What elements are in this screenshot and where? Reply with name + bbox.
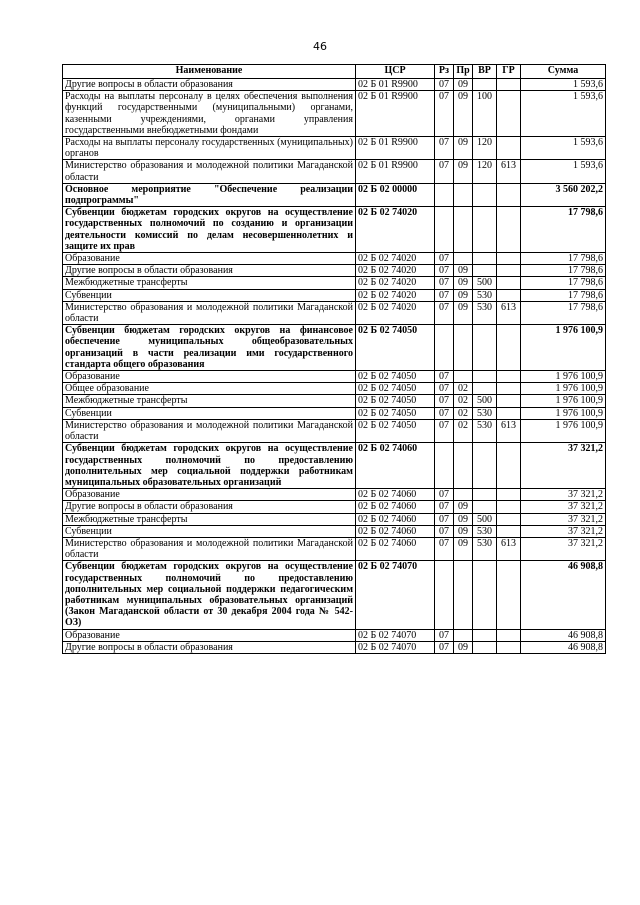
row-vr: 500: [473, 277, 497, 289]
row-gr: [497, 489, 521, 501]
row-pr: [454, 443, 473, 489]
header-gr: ГР: [497, 65, 521, 79]
table-row: [63, 325, 606, 371]
header-name: Наименование: [63, 65, 356, 79]
row-sum: 37 321,2: [521, 525, 606, 537]
row-gr: [497, 91, 521, 137]
row-pr: [454, 489, 473, 501]
row-rz: 07: [435, 525, 454, 537]
row-sum: 1 593,6: [521, 160, 606, 183]
row-rz: [435, 561, 454, 629]
row-gr: [497, 395, 521, 407]
row-name: Образование: [63, 253, 356, 265]
header-rz: Рз: [435, 65, 454, 79]
row-vr: [473, 383, 497, 395]
table-header-row: [63, 65, 606, 79]
row-vr: 100: [473, 91, 497, 137]
row-rz: [435, 207, 454, 253]
row-gr: [497, 629, 521, 641]
row-gr: [497, 137, 521, 160]
row-pr: [454, 325, 473, 371]
row-csr: 02 Б 02 74050: [356, 325, 435, 371]
row-rz: 07: [435, 371, 454, 383]
row-sum: 17 798,6: [521, 301, 606, 324]
row-sum: 17 798,6: [521, 265, 606, 277]
row-name: Министерство образования и молодежной политики Магаданской области: [63, 537, 356, 560]
row-sum: 1 976 100,9: [521, 325, 606, 371]
table-row: [63, 160, 606, 183]
table-row: [63, 91, 606, 137]
row-rz: 07: [435, 289, 454, 301]
row-name: Министерство образования и молодежной политики Магаданской области: [63, 419, 356, 442]
row-sum: 17 798,6: [521, 253, 606, 265]
row-rz: 07: [435, 537, 454, 560]
row-pr: 09: [454, 501, 473, 513]
row-vr: [473, 183, 497, 206]
row-rz: 07: [435, 629, 454, 641]
row-sum: 37 321,2: [521, 513, 606, 525]
row-vr: [473, 561, 497, 629]
row-vr: 500: [473, 395, 497, 407]
table-row: [63, 265, 606, 277]
row-sum: 1 976 100,9: [521, 419, 606, 442]
table-row: [63, 383, 606, 395]
table-row: [63, 501, 606, 513]
row-pr: [454, 561, 473, 629]
row-rz: 07: [435, 407, 454, 419]
row-csr: 02 Б 02 00000: [356, 183, 435, 206]
row-csr: 02 Б 02 74050: [356, 407, 435, 419]
row-name: Образование: [63, 629, 356, 641]
row-vr: [473, 253, 497, 265]
row-rz: 07: [435, 489, 454, 501]
row-gr: 613: [497, 419, 521, 442]
row-pr: 09: [454, 137, 473, 160]
row-name: Субвенции бюджетам городских округов на осуществление государственных полномочий по предоставлению дополнительных мер социальной поддержки работникам муниципальных образовательных организаций: [63, 443, 356, 489]
row-name: Образование: [63, 371, 356, 383]
table-row: [63, 525, 606, 537]
row-sum: 1 593,6: [521, 137, 606, 160]
row-csr: 02 Б 01 R9900: [356, 160, 435, 183]
row-sum: 17 798,6: [521, 277, 606, 289]
header-csr: ЦСР: [356, 65, 435, 79]
budget-table: [62, 64, 606, 654]
row-vr: [473, 501, 497, 513]
row-csr: 02 Б 02 74060: [356, 513, 435, 525]
row-gr: [497, 371, 521, 383]
row-sum: 1 976 100,9: [521, 395, 606, 407]
table-row: [63, 79, 606, 91]
row-rz: 07: [435, 160, 454, 183]
row-csr: 02 Б 02 74020: [356, 277, 435, 289]
row-sum: 37 321,2: [521, 501, 606, 513]
row-vr: [473, 207, 497, 253]
row-gr: [497, 561, 521, 629]
row-pr: 09: [454, 91, 473, 137]
row-sum: 46 908,8: [521, 629, 606, 641]
row-rz: 07: [435, 277, 454, 289]
row-gr: [497, 289, 521, 301]
row-csr: 02 Б 01 R9900: [356, 91, 435, 137]
page-number: 46: [313, 40, 327, 53]
header-sum: Сумма: [521, 65, 606, 79]
table-row: [63, 561, 606, 629]
row-vr: [473, 641, 497, 653]
row-vr: [473, 325, 497, 371]
row-pr: 09: [454, 301, 473, 324]
row-rz: 07: [435, 265, 454, 277]
row-pr: 09: [454, 79, 473, 91]
row-sum: 17 798,6: [521, 289, 606, 301]
row-name: Межбюджетные трансферты: [63, 395, 356, 407]
row-rz: 07: [435, 253, 454, 265]
row-name: Расходы на выплаты персоналу государственных (муниципальных) органов: [63, 137, 356, 160]
row-vr: [473, 79, 497, 91]
row-rz: 07: [435, 91, 454, 137]
row-pr: 09: [454, 265, 473, 277]
row-csr: 02 Б 02 74050: [356, 419, 435, 442]
row-name: Общее образование: [63, 383, 356, 395]
row-vr: 500: [473, 513, 497, 525]
row-csr: 02 Б 02 74050: [356, 383, 435, 395]
row-pr: 09: [454, 277, 473, 289]
row-gr: 613: [497, 537, 521, 560]
row-vr: [473, 443, 497, 489]
table-row: [63, 641, 606, 653]
row-csr: 02 Б 02 74070: [356, 561, 435, 629]
row-csr: 02 Б 02 74070: [356, 641, 435, 653]
row-name: Другие вопросы в области образования: [63, 265, 356, 277]
row-vr: 120: [473, 137, 497, 160]
row-rz: 07: [435, 513, 454, 525]
row-sum: 3 560 202,2: [521, 183, 606, 206]
row-gr: [497, 253, 521, 265]
header-vr: ВР: [473, 65, 497, 79]
row-rz: 07: [435, 419, 454, 442]
row-csr: 02 Б 02 74020: [356, 265, 435, 277]
table-row: [63, 443, 606, 489]
row-pr: 02: [454, 419, 473, 442]
table-row: [63, 407, 606, 419]
table-row: [63, 289, 606, 301]
row-gr: [497, 383, 521, 395]
table-row: [63, 395, 606, 407]
row-sum: 37 321,2: [521, 443, 606, 489]
row-rz: 07: [435, 641, 454, 653]
row-name: Межбюджетные трансферты: [63, 513, 356, 525]
row-rz: [435, 183, 454, 206]
row-pr: 02: [454, 383, 473, 395]
table-row: [63, 513, 606, 525]
row-vr: [473, 265, 497, 277]
row-pr: 09: [454, 537, 473, 560]
row-rz: 07: [435, 79, 454, 91]
row-gr: [497, 325, 521, 371]
row-csr: 02 Б 02 74050: [356, 371, 435, 383]
row-csr: 02 Б 02 74020: [356, 253, 435, 265]
row-rz: 07: [435, 383, 454, 395]
row-vr: 120: [473, 160, 497, 183]
row-vr: 530: [473, 301, 497, 324]
header-pr: Пр: [454, 65, 473, 79]
row-rz: [435, 325, 454, 371]
row-pr: 09: [454, 289, 473, 301]
table-row: [63, 277, 606, 289]
table-row: [63, 629, 606, 641]
row-csr: 02 Б 02 74060: [356, 525, 435, 537]
row-pr: [454, 183, 473, 206]
row-sum: 37 321,2: [521, 537, 606, 560]
row-rz: 07: [435, 137, 454, 160]
row-name: Субвенции: [63, 289, 356, 301]
table-row: [63, 489, 606, 501]
row-csr: 02 Б 02 74060: [356, 501, 435, 513]
table-row: [63, 183, 606, 206]
row-csr: 02 Б 02 74020: [356, 301, 435, 324]
row-rz: 07: [435, 301, 454, 324]
row-rz: [435, 443, 454, 489]
row-name: Другие вопросы в области образования: [63, 641, 356, 653]
row-sum: 1 976 100,9: [521, 371, 606, 383]
row-name: Субвенции бюджетам городских округов на осуществление государственных полномочий по предоставлению дополнительных мер социальной поддержки педагогическим работникам муниципальных образовательных организаций (Закон Магаданской области от 30 декабря 2004 года № 542-ОЗ): [63, 561, 356, 629]
row-sum: 37 321,2: [521, 489, 606, 501]
row-pr: [454, 253, 473, 265]
row-csr: 02 Б 01 R9900: [356, 137, 435, 160]
row-name: Субвенции: [63, 525, 356, 537]
row-name: Субвенции: [63, 407, 356, 419]
row-csr: 02 Б 02 74050: [356, 395, 435, 407]
row-name: Министерство образования и молодежной политики Магаданской области: [63, 301, 356, 324]
row-csr: 02 Б 02 74070: [356, 629, 435, 641]
row-gr: [497, 265, 521, 277]
row-sum: 1 593,6: [521, 79, 606, 91]
table-row: [63, 537, 606, 560]
row-rz: 07: [435, 395, 454, 407]
row-pr: 02: [454, 407, 473, 419]
row-sum: 1 593,6: [521, 91, 606, 137]
row-vr: 530: [473, 419, 497, 442]
row-pr: 09: [454, 513, 473, 525]
row-vr: [473, 371, 497, 383]
row-sum: 1 976 100,9: [521, 383, 606, 395]
row-gr: [497, 443, 521, 489]
row-csr: 02 Б 02 74060: [356, 489, 435, 501]
row-vr: 530: [473, 407, 497, 419]
row-gr: [497, 79, 521, 91]
table-row: [63, 207, 606, 253]
row-vr: [473, 629, 497, 641]
row-csr: 02 Б 02 74060: [356, 443, 435, 489]
row-csr: 02 Б 02 74020: [356, 289, 435, 301]
row-name: Основное мероприятие "Обеспечение реализации подпрограммы": [63, 183, 356, 206]
row-pr: [454, 629, 473, 641]
row-name: Министерство образования и молодежной политики Магаданской области: [63, 160, 356, 183]
row-vr: 530: [473, 289, 497, 301]
row-pr: 09: [454, 525, 473, 537]
row-csr: 02 Б 02 74020: [356, 207, 435, 253]
row-name: Субвенции бюджетам городских округов на осуществление государственных полномочий по созданию и организации деятельности комиссий по делам несовершеннолетних и защите их прав: [63, 207, 356, 253]
row-sum: 46 908,8: [521, 561, 606, 629]
row-name: Расходы на выплаты персоналу в целях обеспечения выполнения функций государственными (муниципальными) органами, казенными учреждениями, органами управления государственными внебюджетными фондами: [63, 91, 356, 137]
table-row: [63, 253, 606, 265]
row-pr: 09: [454, 160, 473, 183]
row-gr: [497, 501, 521, 513]
row-gr: [497, 407, 521, 419]
table-row: [63, 137, 606, 160]
row-gr: 613: [497, 301, 521, 324]
row-sum: 1 976 100,9: [521, 407, 606, 419]
row-vr: 530: [473, 525, 497, 537]
table-row: [63, 419, 606, 442]
row-gr: 613: [497, 160, 521, 183]
row-gr: [497, 513, 521, 525]
row-name: Другие вопросы в области образования: [63, 79, 356, 91]
row-vr: [473, 489, 497, 501]
table-row: [63, 371, 606, 383]
row-gr: [497, 277, 521, 289]
row-gr: [497, 525, 521, 537]
row-name: Другие вопросы в области образования: [63, 501, 356, 513]
row-name: Образование: [63, 489, 356, 501]
row-sum: 46 908,8: [521, 641, 606, 653]
row-csr: 02 Б 01 R9900: [356, 79, 435, 91]
row-sum: 17 798,6: [521, 207, 606, 253]
table-body: [63, 79, 606, 654]
row-pr: 02: [454, 395, 473, 407]
row-name: Субвенции бюджетам городских округов на финансовое обеспечение муниципальных общеобразовательных организаций в части реализации ими государственного стандарта общего образования: [63, 325, 356, 371]
row-vr: 530: [473, 537, 497, 560]
table-row: [63, 301, 606, 324]
row-gr: [497, 641, 521, 653]
row-gr: [497, 183, 521, 206]
row-rz: 07: [435, 501, 454, 513]
row-csr: 02 Б 02 74060: [356, 537, 435, 560]
row-pr: 09: [454, 641, 473, 653]
row-pr: [454, 207, 473, 253]
row-name: Межбюджетные трансферты: [63, 277, 356, 289]
row-pr: [454, 371, 473, 383]
row-gr: [497, 207, 521, 253]
